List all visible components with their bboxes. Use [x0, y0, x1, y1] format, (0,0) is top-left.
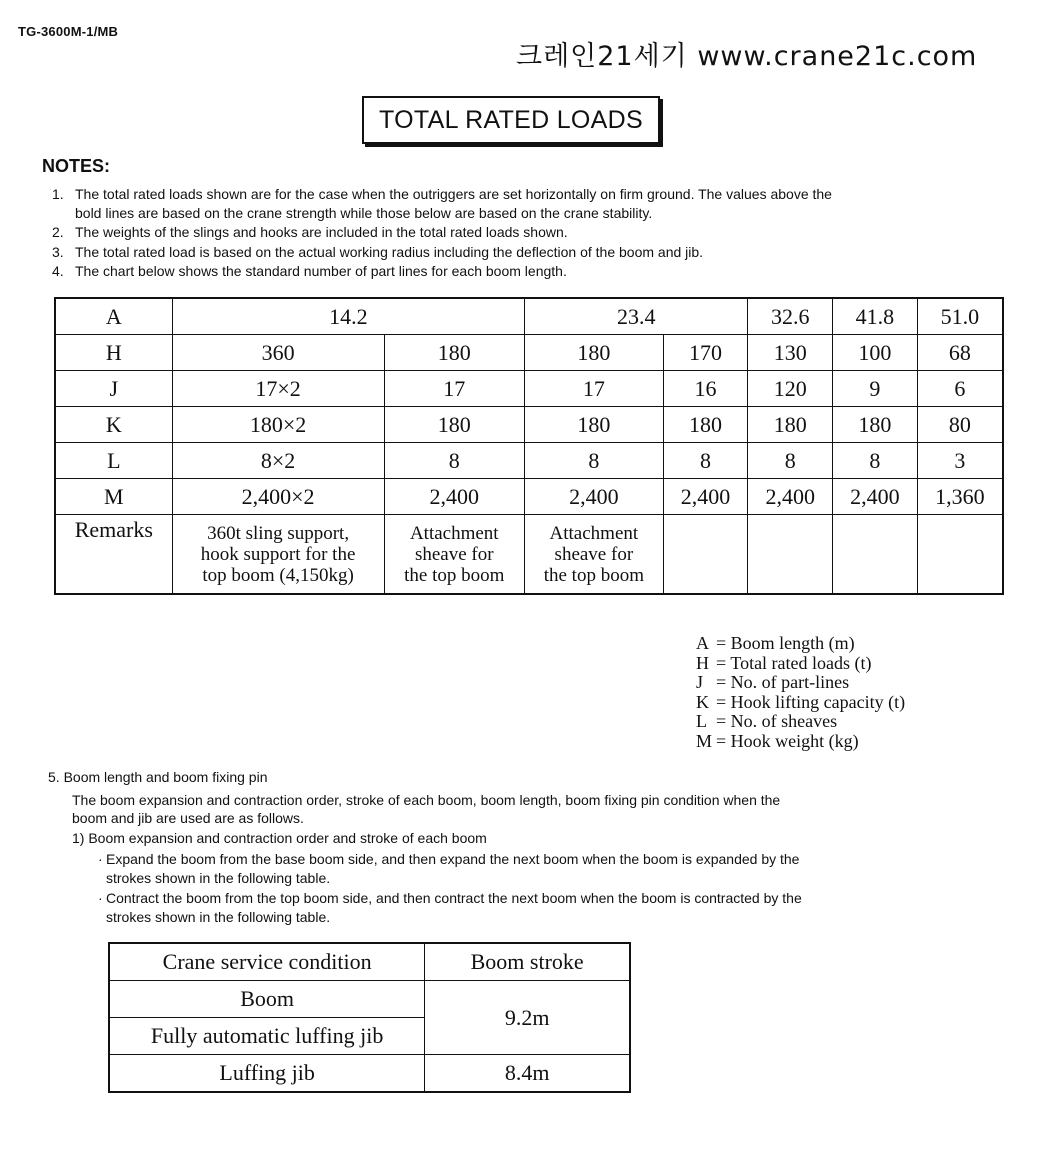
table-row-boom-length [55, 298, 1003, 335]
table-cell: 180 [833, 407, 918, 443]
bullet-text: Contract the boom from the top boom side, and then contract the next boom when the boom is contracted by the [106, 890, 802, 906]
remarks-cell-empty [663, 515, 748, 595]
table-cell: 1,360 [917, 479, 1003, 515]
table-cell: 2,400×2 [172, 479, 384, 515]
note-text: The total rated load is based on the actual working radius including the deflection of the boom and jib. [75, 244, 704, 260]
section5-heading: 5. Boom length and boom fixing pin [48, 769, 268, 785]
remarks-line: sheave for [554, 543, 634, 565]
legend-text: = Total rated loads (t) [716, 652, 872, 673]
column-header: Crane service condition [109, 943, 425, 981]
table-cell: 100 [833, 335, 918, 371]
remarks-line: 360t sling support, [207, 522, 350, 544]
note-3 [52, 243, 992, 262]
table-cell: 8 [525, 443, 664, 479]
legend-item [696, 634, 905, 654]
legend-key: A [696, 633, 709, 653]
column-header: Boom stroke [425, 943, 630, 981]
legend-text: = Hook lifting capacity (t) [716, 691, 906, 712]
legend-key: H [696, 652, 709, 673]
note-number: 2. [52, 224, 64, 240]
legend-item [696, 673, 905, 693]
table-row-part-lines [55, 371, 1003, 407]
table-cell: 8.4m [425, 1055, 630, 1093]
table-cell: 180 [748, 407, 833, 443]
page-title: TOTAL RATED LOADS [362, 96, 660, 144]
table-cell: 2,400 [833, 479, 918, 515]
note-text: The weights of the slings and hooks are included in the total rated loads shown. [75, 224, 568, 240]
table-cell: 8 [833, 443, 918, 479]
legend-key: J [696, 672, 704, 693]
table-cell: 180 [525, 335, 664, 371]
table-cell: 8 [748, 443, 833, 479]
remarks-cell-empty [748, 515, 833, 595]
section5-paragraph-continued: boom and jib are used are as follows. [72, 810, 304, 826]
row-label: A [55, 298, 172, 335]
table-cell: 180 [525, 407, 664, 443]
table-cell: 51.0 [917, 298, 1003, 335]
table-cell: 2,400 [384, 479, 525, 515]
note-text-continued: bold lines are based on the crane strength while those below are based on the crane stability. [75, 205, 653, 221]
table-row-hook-capacity [55, 407, 1003, 443]
remarks-cell-empty [833, 515, 918, 595]
boom-stroke-table [108, 942, 631, 1093]
legend-text: = No. of part-lines [716, 672, 850, 693]
table-cell: 14.2 [172, 298, 524, 335]
bullet-text: Expand the boom from the base boom side, and then expand the next boom when the boom is expanded by the [106, 851, 800, 867]
legend-key: L [696, 711, 707, 732]
legend [696, 634, 905, 752]
bullet-mark: · [98, 890, 103, 906]
table-cell: 2,400 [748, 479, 833, 515]
table-row-hook-weight [55, 479, 1003, 515]
remarks-line: Attachment [549, 522, 639, 544]
table-cell: 180×2 [172, 407, 384, 443]
legend-item [696, 654, 905, 674]
table-cell: Boom [109, 981, 425, 1018]
row-label: K [55, 407, 172, 443]
table-cell: 17 [384, 371, 525, 407]
table-cell: 16 [663, 371, 748, 407]
bullet-text-continued: strokes shown in the following table. [106, 870, 331, 886]
remarks-cell-empty [917, 515, 1003, 595]
note-number: 4. [52, 263, 64, 279]
table-cell: 32.6 [748, 298, 833, 335]
table-row-remarks [55, 515, 1003, 595]
row-label: Remarks [55, 515, 172, 595]
remarks-line: hook support for the [200, 543, 356, 565]
legend-item [696, 693, 905, 713]
table-row-sheaves [55, 443, 1003, 479]
section5-bullet-expand [98, 850, 958, 888]
row-label: L [55, 443, 172, 479]
note-2 [52, 223, 992, 242]
table-cell: 8×2 [172, 443, 384, 479]
legend-key: K [696, 691, 709, 712]
table-cell: 170 [663, 335, 748, 371]
legend-item [696, 732, 905, 752]
table-cell: 2,400 [663, 479, 748, 515]
table-cell: 9 [833, 371, 918, 407]
table-row [109, 981, 630, 1018]
legend-item [696, 712, 905, 732]
table-row-total-rated-loads [55, 335, 1003, 371]
remarks-line: Attachment [409, 522, 499, 544]
remarks-line: sheave for [414, 543, 494, 565]
document-code: TG-3600M-1/MB [18, 24, 119, 39]
table-cell: 8 [663, 443, 748, 479]
note-text: The total rated loads shown are for the case when the outriggers are set horizontally on firm ground. The values above the [75, 186, 832, 202]
table-cell: 17 [525, 371, 664, 407]
table-cell: Fully automatic luffing jib [109, 1018, 425, 1055]
table-cell: 2,400 [525, 479, 664, 515]
remarks-cell [172, 515, 384, 595]
notes-heading: NOTES: [42, 156, 111, 176]
table-cell: 9.2m [425, 981, 630, 1055]
row-label: H [55, 335, 172, 371]
table-cell: 120 [748, 371, 833, 407]
section5-subheading: 1) Boom expansion and contraction order and stroke of each boom [72, 830, 487, 846]
table-cell: 68 [917, 335, 1003, 371]
table-cell: 6 [917, 371, 1003, 407]
note-4 [52, 262, 992, 281]
table-cell: 180 [384, 335, 525, 371]
table-cell: 3 [917, 443, 1003, 479]
legend-text: = No. of sheaves [716, 711, 838, 732]
table-cell: 8 [384, 443, 525, 479]
remarks-cell [384, 515, 525, 595]
table-cell: 17×2 [172, 371, 384, 407]
row-label: J [55, 371, 172, 407]
table-cell: 80 [917, 407, 1003, 443]
table-row [109, 1055, 630, 1093]
table-cell: Luffing jib [109, 1055, 425, 1093]
legend-text: = Hook weight (kg) [716, 730, 859, 751]
table-header-row [109, 943, 630, 981]
note-1 [52, 185, 992, 223]
section5-bullet-contract [98, 889, 958, 927]
remarks-line: top boom (4,150kg) [202, 564, 354, 586]
watermark-text: 크레인21세기 www.crane21c.com [516, 41, 978, 72]
note-text: The chart below shows the standard number of part lines for each boom length. [75, 263, 567, 279]
legend-text: = Boom length (m) [716, 633, 855, 653]
total-rated-loads-table [54, 297, 1004, 595]
table-cell: 180 [663, 407, 748, 443]
table-cell: 180 [384, 407, 525, 443]
remarks-cell [525, 515, 664, 595]
table-cell: 360 [172, 335, 384, 371]
table-cell: 130 [748, 335, 833, 371]
remarks-line: the top boom [543, 564, 644, 586]
bullet-text-continued: strokes shown in the following table. [106, 909, 331, 925]
table-cell: 41.8 [833, 298, 918, 335]
row-label: M [55, 479, 172, 515]
note-number: 1. [52, 186, 64, 202]
legend-key: M [696, 730, 713, 751]
remarks-line: the top boom [404, 564, 505, 586]
bullet-mark: · [98, 851, 103, 867]
note-number: 3. [52, 244, 64, 260]
table-cell: 23.4 [525, 298, 748, 335]
section5-paragraph: The boom expansion and contraction order, stroke of each boom, boom length, boom fixing pin condition when the [72, 792, 781, 808]
